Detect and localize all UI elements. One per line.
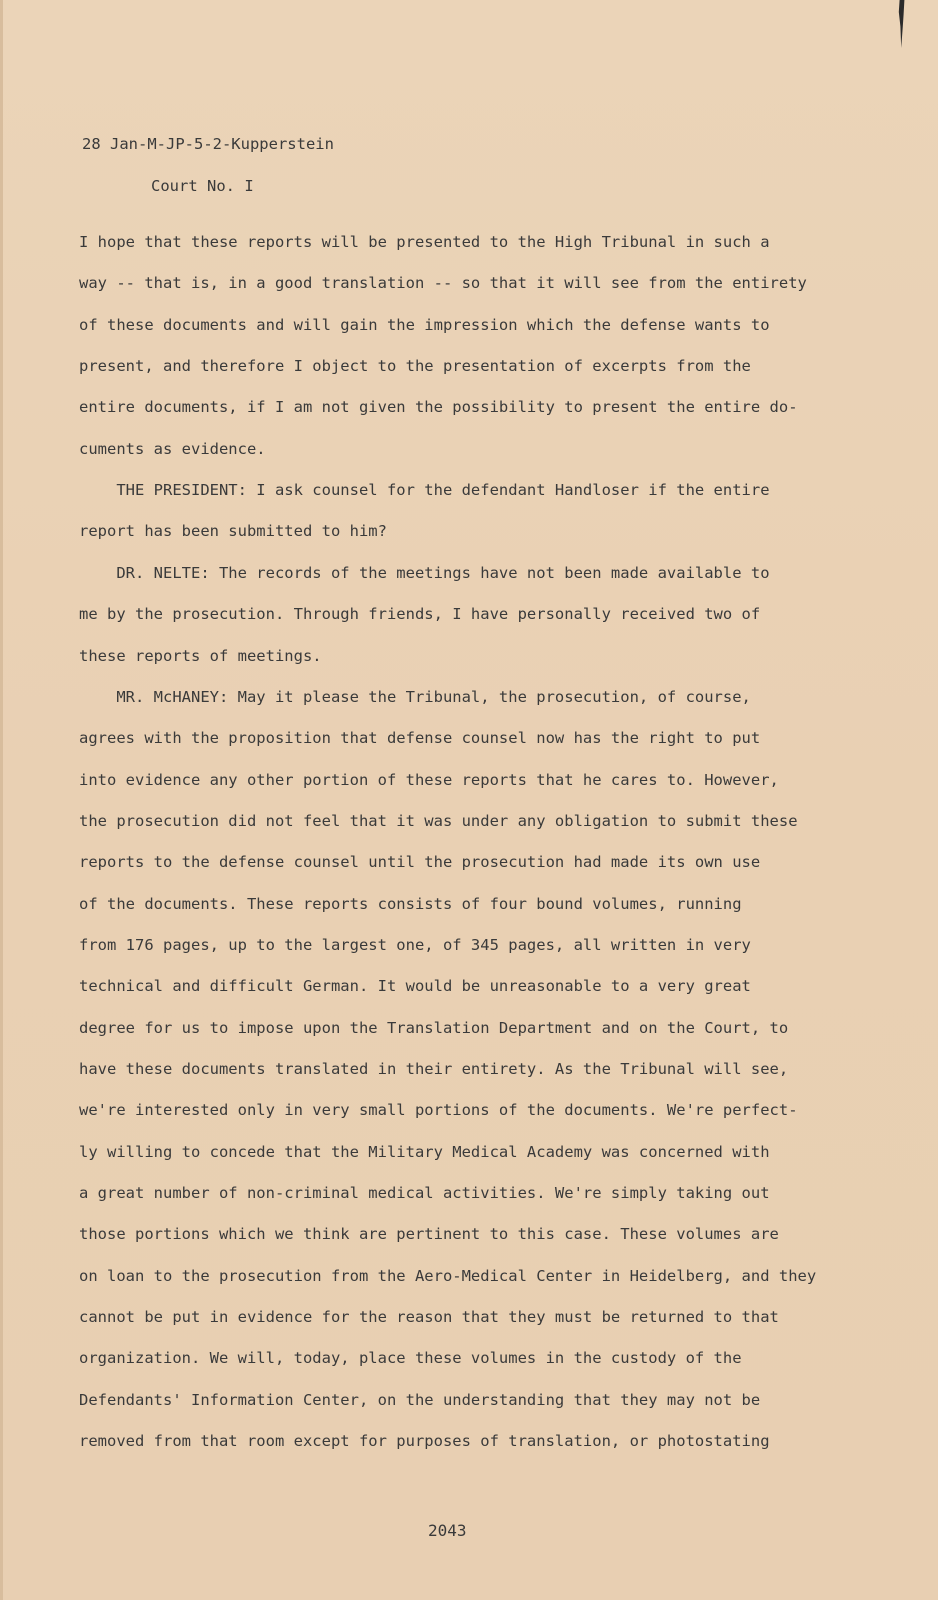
body-text-line: cannot be put in evidence for the reason that they must be returned to that — [79, 1308, 779, 1327]
body-text-line: organization. We will, today, place these volumes in the custody of the — [79, 1349, 742, 1368]
body-text-line: of these documents and will gain the impression which the defense wants to — [79, 315, 770, 334]
body-text-line: me by the prosecution. Through friends, I have personally received two of — [79, 605, 761, 624]
body-text-line: DR. NELTE: The records of the meetings have not been made available to — [79, 563, 770, 582]
body-text-line: MR. McHANEY: May it please the Tribunal, the prosecution, of course, — [79, 687, 751, 706]
body-text-line: on loan to the prosecution from the Aero-Medical Center in Heidelberg, and they — [79, 1266, 817, 1285]
body-text-line: ly willing to concede that the Military Medical Academy was concerned with — [79, 1142, 770, 1161]
body-text-line: way -- that is, in a good translation -- so that it will see from the entirety — [79, 274, 807, 293]
body-text-line: agrees with the proposition that defense counsel now has the right to put — [79, 729, 761, 748]
body-text-line: the prosecution did not feel that it was under any obligation to submit these — [79, 811, 798, 830]
document-header-id: 28 Jan-M-JP-5-2-Kupperstein — [82, 135, 334, 153]
body-text-line: a great number of non-criminal medical activities. We're simply taking out — [79, 1184, 770, 1203]
body-text-line: removed from that room except for purposes of translation, or photostating — [79, 1432, 770, 1451]
body-text-line: cuments as evidence. — [79, 439, 266, 458]
body-text-line: from 176 pages, up to the largest one, of 345 pages, all written in very — [79, 935, 751, 954]
body-text-line: we're interested only in very small portions of the documents. We're perfect- — [79, 1101, 798, 1120]
body-text-line: THE PRESIDENT: I ask counsel for the defendant Handloser if the entire — [79, 481, 770, 500]
body-text-line: Defendants' Information Center, on the understanding that they may not be — [79, 1390, 761, 1409]
body-text-line: those portions which we think are pertinent to this case. These volumes are — [79, 1225, 779, 1244]
body-text-line: present, and therefore I object to the presentation of excerpts from the — [79, 357, 751, 376]
tear-mark — [898, 0, 906, 48]
body-text-line: these reports of meetings. — [79, 646, 322, 665]
body-text-line: technical and difficult German. It would be unreasonable to a very great — [79, 977, 751, 996]
body-text-line: have these documents translated in their entirety. As the Tribunal will see, — [79, 1060, 789, 1078]
body-text-line: degree for us to impose upon the Translation Department and on the Court, to — [79, 1018, 789, 1037]
body-text-line: entire documents, if I am not given the possibility to present the entire do- — [79, 398, 798, 417]
body-text-line: of the documents. These reports consists of four bound volumes, running — [79, 894, 742, 913]
body-text-line: reports to the defense counsel until the prosecution had made its own use — [79, 853, 761, 872]
page-left-edge — [0, 0, 3, 1600]
body-text-line: I hope that these reports will be presented to the High Tribunal in such a — [79, 233, 770, 251]
body-text-line: report has been submitted to him? — [79, 522, 387, 541]
body-text-line: into evidence any other portion of these reports that he cares to. However, — [79, 770, 779, 789]
document-header-court: Court No. I — [151, 177, 254, 195]
page-number: 2043 — [428, 1521, 467, 1540]
